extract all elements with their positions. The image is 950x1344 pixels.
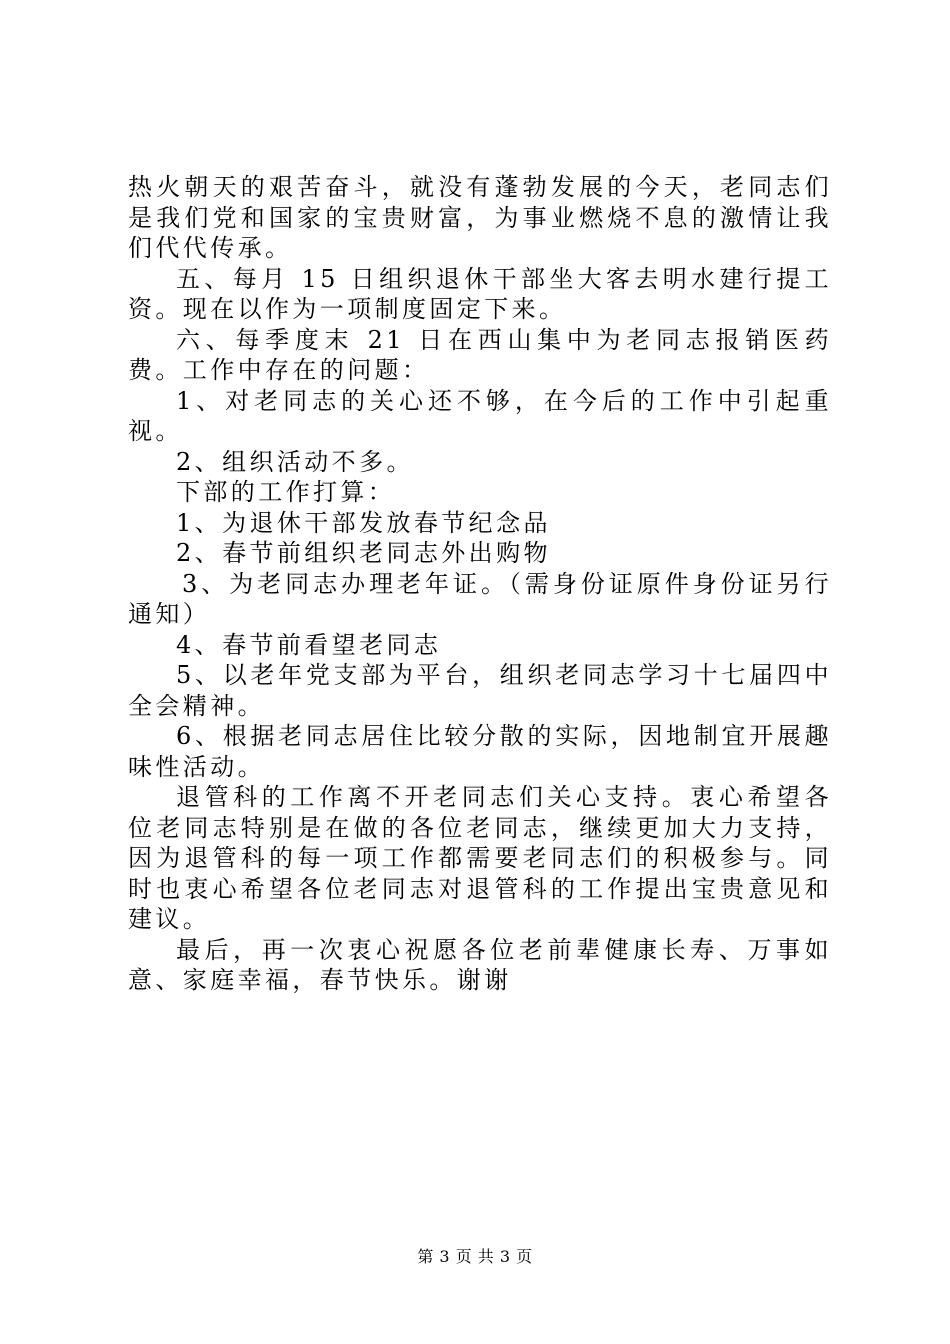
paragraph-item-six: 六、每季度末 21 日在西山集中为老同志报销医药费。工作中存在的问题： bbox=[128, 325, 832, 384]
paragraph-support: 退管科的工作离不开老同志们关心支持。衷心希望各位老同志特别是在做的各位老同志，继续更加大力支持，因为退管科的每一项工作都需要老同志们的积极参与。同时也衷心希望各位老同志对退管科的工作提出宝贵意见和建议。 bbox=[128, 783, 832, 933]
plan-item-6: 6、根据老同志居住比较分散的实际，因地制宜开展趣味性活动。 bbox=[128, 722, 832, 781]
plan-item-2: 2、春节前组织老同志外出购物 bbox=[176, 539, 551, 567]
paragraph-continuation: 热火朝天的艰苦奋斗，就没有蓬勃发展的今天，老同志们是我们党和国家的宝贵财富，为事业燃烧不息的激情让我们代代传承。 bbox=[128, 173, 832, 262]
document-body bbox=[128, 172, 832, 996]
plan-item-5: 5、以老年党支部为平台，组织老同志学习十七届四中全会精神。 bbox=[128, 661, 832, 720]
plan-item-4: 4、春节前看望老同志 bbox=[176, 630, 442, 659]
paragraph-closing: 最后，再一次衷心祝愿各位老前辈健康长寿、万事如意、家庭幸福，春节快乐。谢谢 bbox=[128, 935, 832, 994]
plan-item-3: 3、为老同志办理老年证。（需身份证原件身份证另行通知） bbox=[128, 569, 832, 628]
problem-item-2: 2、组织活动不多。 bbox=[176, 447, 414, 476]
page-number-footer: 第 3 页 共 3 页 bbox=[417, 1247, 533, 1266]
plan-heading: 下部的工作打算： bbox=[176, 478, 396, 506]
plan-item-1: 1、为退休干部发放春节纪念品 bbox=[176, 508, 551, 537]
paragraph-item-five: 五、每月 15 日组织退休干部坐大客去明水建行提工资。现在以作为一项制度固定下来。 bbox=[128, 264, 832, 323]
problem-item-1: 1、对老同志的关心还不够，在今后的工作中引起重视。 bbox=[128, 386, 832, 445]
